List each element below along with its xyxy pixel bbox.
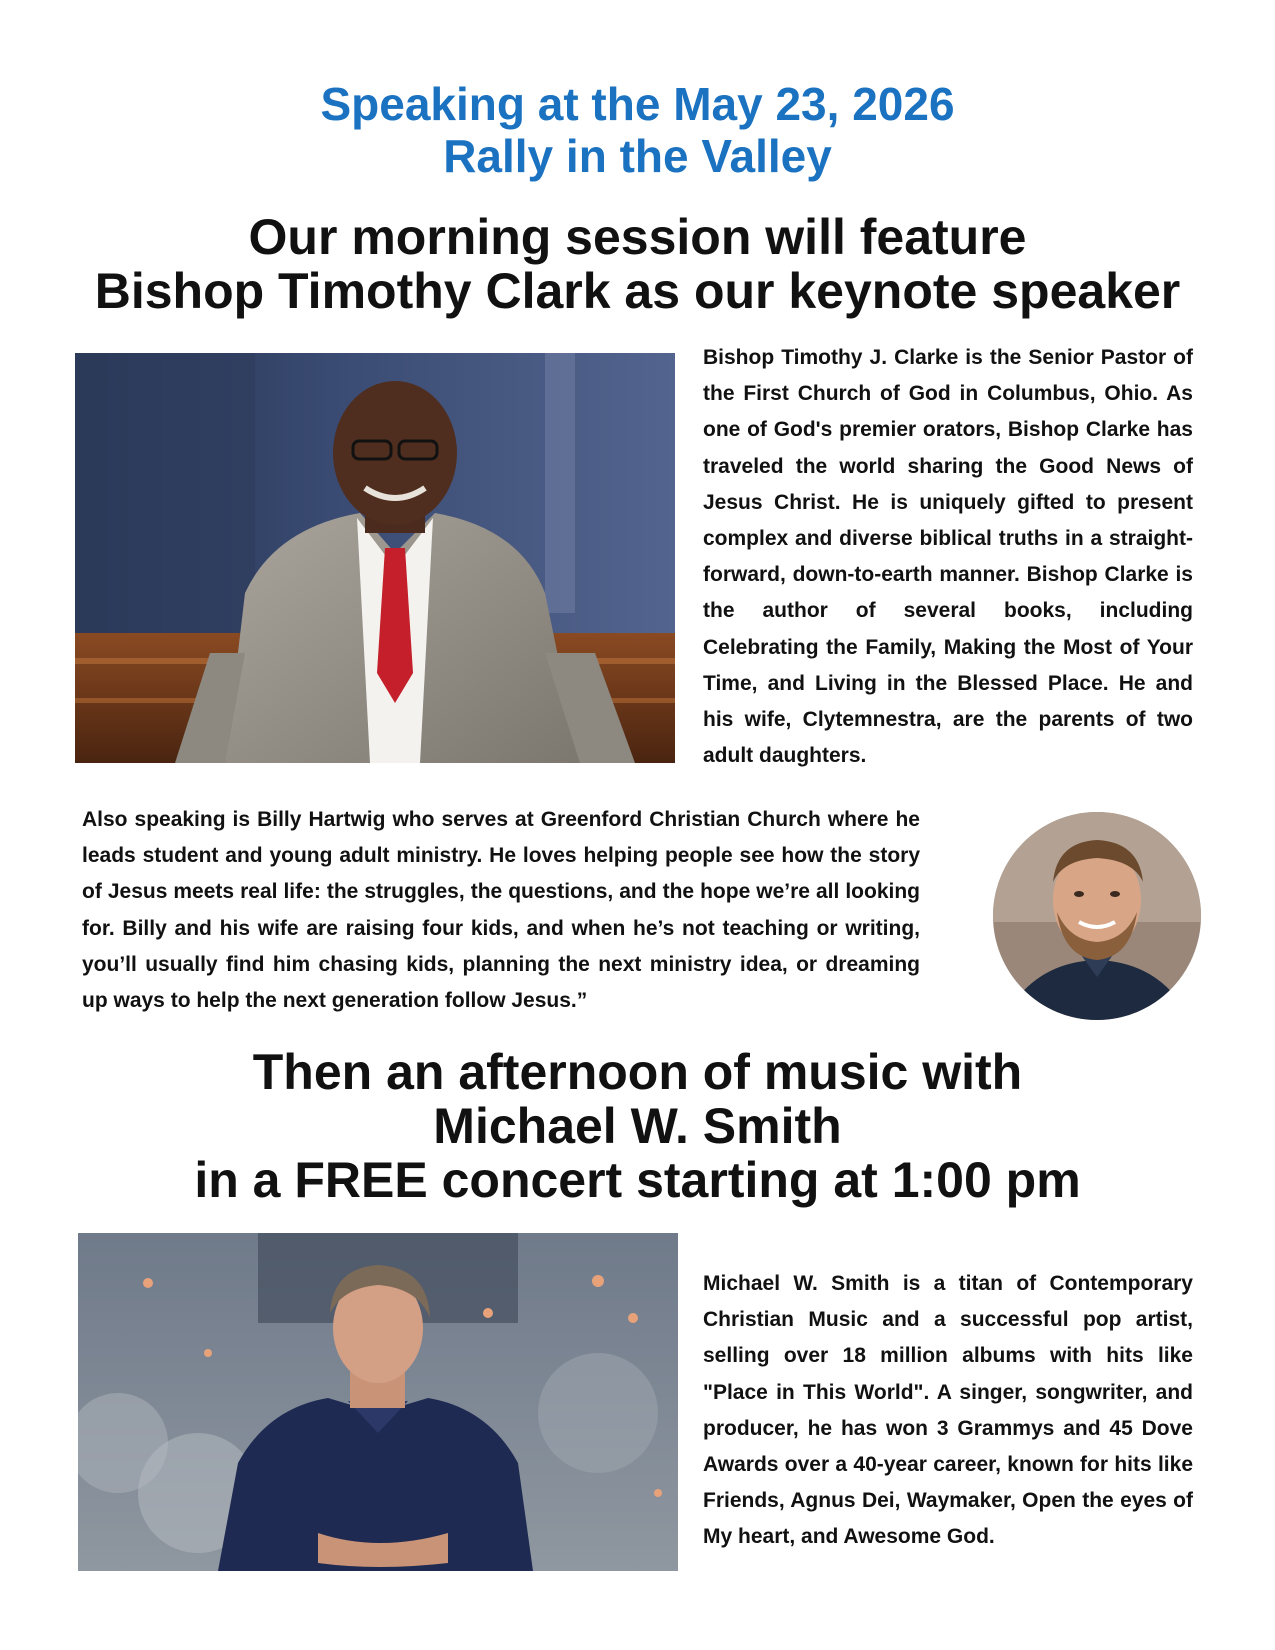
bishop-clarke-photo-image (75, 353, 675, 763)
billy-hartwig-photo-image (993, 812, 1201, 1020)
michael-w-smith-photo (78, 1233, 678, 1571)
event-title (0, 78, 1275, 182)
afternoon-concert-headline (0, 1045, 1275, 1207)
morning-headline-line-1: Our morning session will feature (248, 209, 1027, 265)
michael-w-smith-bio: Michael W. Smith is a titan of Contemporary Christian Music and a successful pop artist, selling over 18 million albums with hits like "Place in This World". A singer, songwriter, and producer, he has won 3 Grammys and 45 Dove Awards over a 40-year career, known for hits like Friends, Agnus Dei, Waymaker, Open the eyes of My heart, and Awesome God. (703, 1272, 1193, 1549)
billy-hartwig-bio: Also speaking is Billy Hartwig who serves at Greenford Christian Church where he leads student and young adult ministry. He loves helping people see how the story of Jesus meets real life: the struggles, the questions, and the hope we’re all looking for. Billy and his wife are raising four kids, and when he’s not teaching or writing, you’ll usually find him chasing kids, planning the next ministry idea, or dreaming up ways to help the next generation follow Jesus.” (82, 808, 920, 1013)
event-title-line-2: Rally in the Valley (443, 130, 832, 182)
michael-w-smith-photo-image (78, 1233, 678, 1571)
concert-headline-line-3: in a FREE concert starting at 1:00 pm (194, 1152, 1081, 1208)
event-title-line-1: Speaking at the May 23, 2026 (320, 78, 955, 130)
billy-hartwig-photo (993, 812, 1201, 1020)
concert-headline-line-1: Then an afternoon of music with (252, 1044, 1023, 1100)
morning-headline-line-2: Bishop Timothy Clark as our keynote speaker (94, 263, 1181, 319)
concert-headline-line-2: Michael W. Smith (433, 1098, 842, 1154)
morning-session-headline (0, 210, 1275, 318)
bishop-clarke-photo (75, 353, 675, 763)
bishop-clarke-bio: Bishop Timothy J. Clarke is the Senior Pastor of the First Church of God in Columbus, Ohio. As one of God's premier orators, Bishop Clarke has traveled the world sharing the Good News of Jesus Christ. He is uniquely gifted to present complex and diverse biblical truths in a straight-forward, down-to-earth manner. Bishop Clarke is the author of several books, including Celebrating the Family, Making the Most of Your Time, and Living in the Blessed Place. He and his wife, Clytemnestra, are the parents of two adult daughters. (703, 346, 1193, 768)
